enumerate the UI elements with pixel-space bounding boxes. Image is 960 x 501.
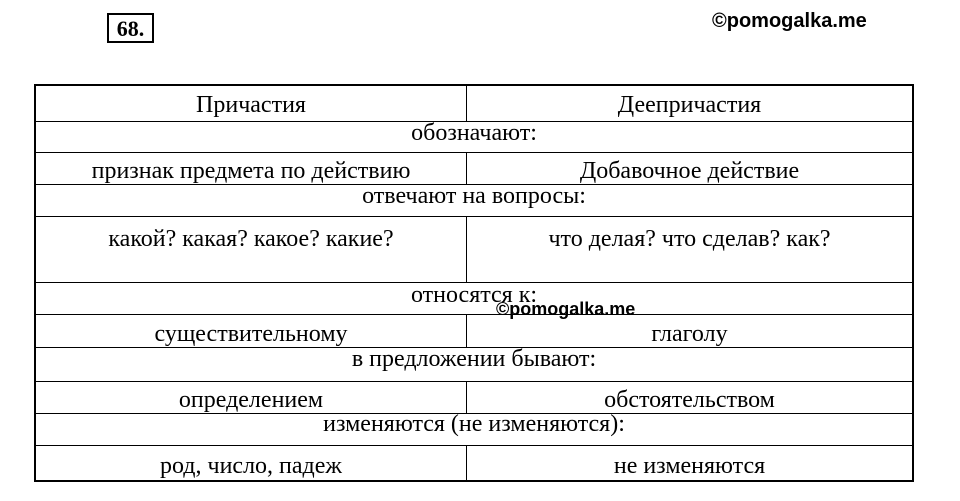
section-heading: в предложении бывают: <box>351 346 597 372</box>
section-heading: отвечают на вопросы: <box>362 183 586 209</box>
left-cell: определением <box>178 387 324 413</box>
row-divider <box>34 445 914 446</box>
comparison-table <box>34 84 914 482</box>
right-cell: что делая? что сделав? как? <box>548 226 831 252</box>
left-cell: какой? какая? какое? какие? <box>108 226 394 252</box>
row-divider <box>34 381 914 382</box>
column-header-adverbial-participles: Деепричастия <box>617 92 762 118</box>
row-divider <box>34 216 914 217</box>
row-divider <box>34 152 914 153</box>
right-cell: не изменяются <box>613 453 766 479</box>
watermark-top: ©pomogalka.me <box>712 10 867 32</box>
table-border-bottom <box>34 480 914 482</box>
left-cell: признак предмета по действию <box>91 158 411 184</box>
table-border-top <box>34 84 914 86</box>
right-cell: глаголу <box>651 321 728 347</box>
left-cell: род, число, падеж <box>159 453 342 479</box>
section-heading: изменяются (не изменяются): <box>323 411 625 437</box>
watermark-middle: ©pomogalka.me <box>496 299 636 319</box>
left-cell: существительному <box>154 321 348 347</box>
table-border-right <box>912 84 914 482</box>
section-heading: относятся к: <box>410 282 538 308</box>
row-divider <box>34 314 914 315</box>
column-header-participles: Причастия <box>196 92 306 118</box>
right-cell: обстоятельством <box>604 387 775 413</box>
section-heading: обозначают: <box>411 120 537 146</box>
right-cell: Добавочное действие <box>579 158 800 184</box>
task-number: 68. <box>107 13 154 43</box>
